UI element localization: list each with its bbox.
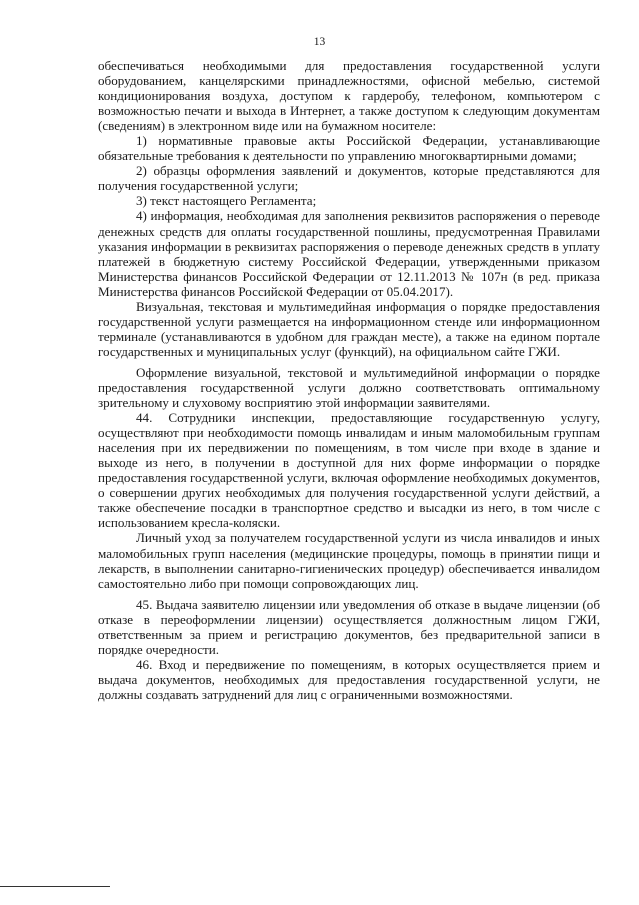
clause-46: 46. Вход и передвижение по помещениям, в которых осуществляется прием и выдача документов, необходимых для предоставления государственной услуги, не должны создавать затруднений для лиц с ограниченными возможностями.: [98, 656, 600, 702]
paragraph-visual-info: Визуальная, текстовая и мультимедийная информация о порядке предоставления государственной услуги размещается на информационном стенде или информационном терминале (устанавливаются в удобном для граждан месте), а также на едином портале государственных и муниципальных услуг (функций), на официальном сайте ГЖИ.: [98, 298, 600, 359]
page-number: 13: [313, 36, 326, 48]
footer-divider: [0, 886, 110, 887]
list-item-4: 4) информация, необходимая для заполнения реквизитов распоряжения о переводе денежных средств для оплаты государственной пошлины, предусмотренная Правилами указания информации в реквизитах распоряжения о переводе денежных средств в уплату платежей в бюджетную систему Российской Федерации, утвержденными приказом Министерства финансов Российской Федерации от 12.11.2013 № 107н (в ред. приказа Министерства финансов Российской Федерации от 05.04.2017).: [98, 208, 600, 299]
list-item-1: 1) нормативные правовые акты Российской Федерации, устанавливающие обязательные требования к деятельности по управлению многоквартирными домами;: [98, 133, 600, 164]
clause-44: 44. Сотрудники инспекции, предоставляющие государственную услугу, осуществляют при необходимости помощь инвалидам и иным маломобильным группам населения при их передвижении по помещениям, в том числе при входе в здание и выходе из него, в получении в доступной для них форме информации о порядке предоставления государственной услуги, включая оформление необходимых документов, о совершении других необходимых для получения государственной услуги действий, а также обеспечение посадки в транспортное средство и высадки из него, в том числе с использованием кресла-коляски.: [98, 410, 600, 531]
paragraph-info-design: Оформление визуальной, текстовой и мультимедийной информации о порядке предоставления государственной услуги должно соответствовать оптимальному зрительному и слуховому восприятию этой информации заявителями.: [98, 364, 600, 411]
paragraph-personal-care: Личный уход за получателем государственной услуги из числа инвалидов и иных маломобильных групп населения (медицинские процедуры, помощь в принятии пищи и лекарств, в выполнении санитарно-гигиенических процедур) обеспечивается инвалидом самостоятельно либо при помощи сопровождающих лиц.: [98, 530, 600, 591]
list-item-3: 3) текст настоящего Регламента;: [136, 193, 317, 209]
paragraph-continuation: обеспечиваться необходимыми для предоставления государственной услуги оборудованием, канцелярскими принадлежностями, офисной мебелью, системой кондиционирования воздуха, доступом к гардеробу, телефоном, компьютером с возможностью печати и выхода в Интернет, а также доступом к следующим документам (сведениям) в электронном виде или на бумажном носителе:: [98, 58, 600, 134]
document-body: [98, 58, 600, 702]
list-item-2: 2) образцы оформления заявлений и документов, которые представляются для получения государственной услуги;: [98, 163, 600, 194]
clause-45: 45. Выдача заявителю лицензии или уведомления об отказе в выдаче лицензии (об отказе в переоформлении лицензии) осуществляется должностным лицом ГЖИ, ответственным за прием и регистрацию документов, без предварительной записи в порядке очередности.: [98, 596, 600, 657]
